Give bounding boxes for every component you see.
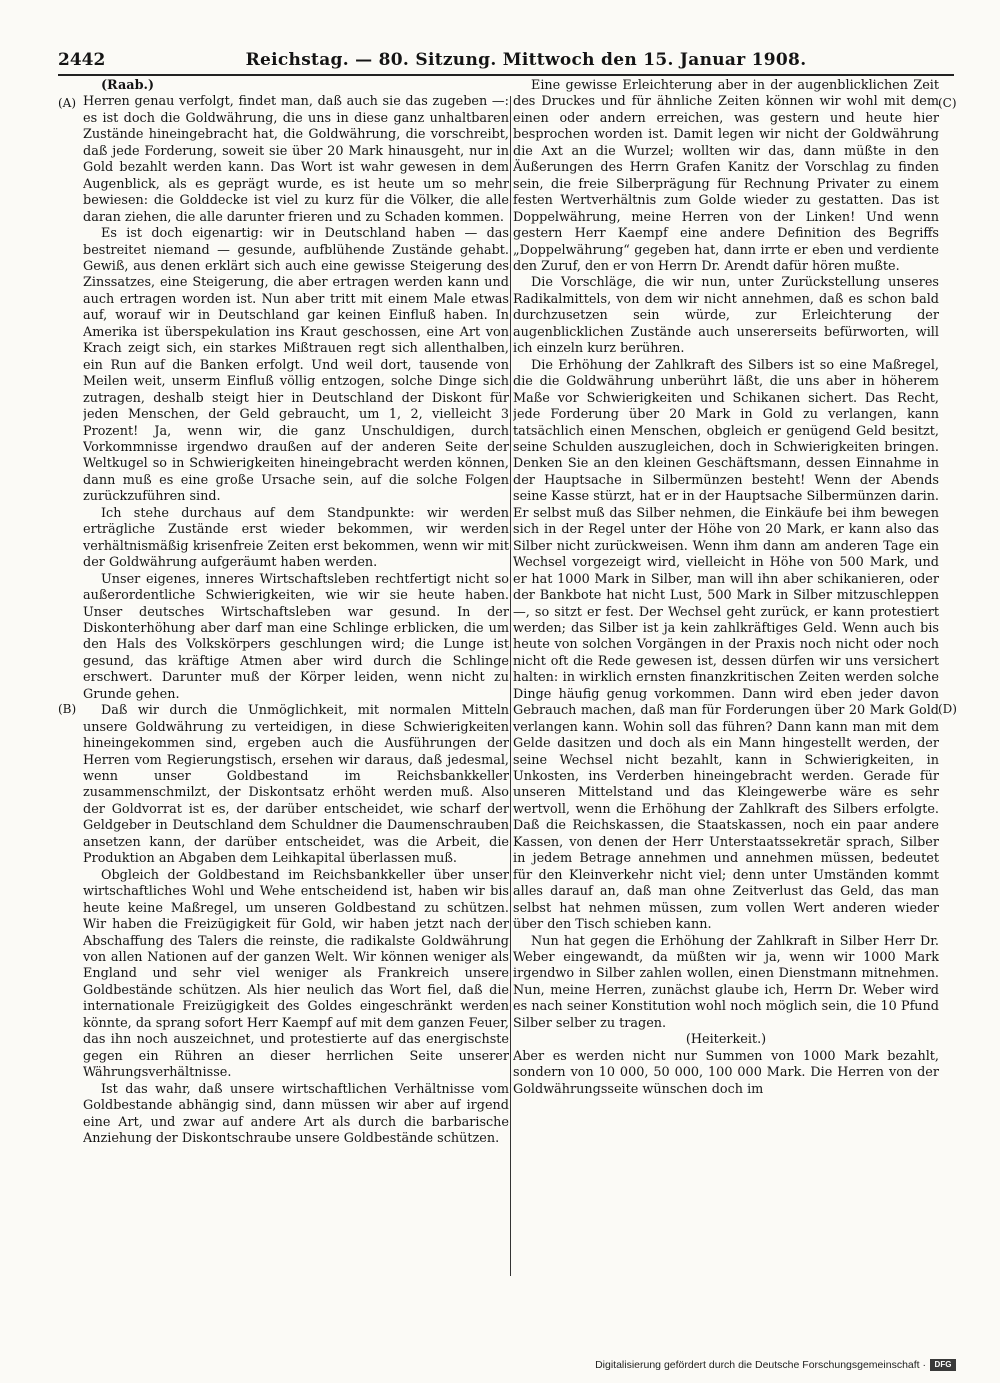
footer-credit [595, 1359, 956, 1371]
left-paragraph-1: Herren genau verfolgt, findet man, daß auch sie das zugeben —: es ist doch die Goldwährung, die uns in diese ganz unhaltbaren Zustände hineingebracht hat, die Goldwährung, die vorschreibt, daß jede Forderung, soweit sie über 20 Mark hinausgeht, nur in Gold bezahlt werden kann. Das Wort ist wahr gewesen in dem Augenblick, als es geprägt wurde, es ist heute um so mehr bewiesen: die Golddecke ist viel zu kurz für die Völker, die alle daran ziehen, die alle darunter frieren und zu Schaden kommen. [83, 94, 509, 225]
margin-mark-b: (B) [58, 702, 77, 716]
left-paragraph-7: Ist das wahr, daß unsere wirtschaftlichen Verhältnisse vom Goldbestande abhängig sind, dann müssen wir aber auf irgend eine Art, und zwar auf andere Art als durch die barbarische Anziehung der Diskontschraube unsere Goldbestände schützen. [83, 1081, 509, 1146]
column-divider [510, 96, 511, 1276]
left-paragraph-6: Obgleich der Goldbestand im Reichsbankkeller über unser wirtschaftliches Wohl und Wehe entscheidend ist, haben wir bis heute keine Maßregel, um unseren Goldbestand zu schützen. Wir haben die Freizügigkeit für Gold, wir haben jetzt nach der Abschaffung des Talers die reinste, die radikalste Goldwährung von allen Nationen auf der ganzen Welt. Wir können weniger als England und sehr viel weniger als Frankreich unsere Goldbestände schützen. Als hier neulich das Wort fiel, daß die internationale Freizügigkeit des Goldes eingeschränkt werden könnte, da sprang sofort Herr Kaempf auf mit dem ganzen Feuer, das ihn noch auszeichnet, und protestierte auf das energischste gegen ein Rühren an dieser herrlichen Seite unserer Währungsverhältnisse. [83, 867, 509, 1081]
left-paragraph-5: Daß wir durch die Unmöglichkeit, mit normalen Mitteln unsere Goldwährung zu verteidigen, in diese Schwierigkeiten hineingekommen sind, ergeben auch die Ausführungen der Herren vom Regierungstisch, ersehen wir daraus, daß jedesmal, wenn unser Goldbestand im Reichsbankkeller zusammenschmilzt, der Diskontsatz erhöht werden muß. Also der Goldvorrat ist es, der darüber entscheidet, wie scharf der Geldgeber in Deutschland dem Schuldner die Daumenschrauben ansetzen kann, der darüber entscheidet, was die Arbeit, die Produktion an Abgaben dem Leihkapital überlassen muß. [83, 703, 509, 867]
left-paragraph-2: Es ist doch eigenartig: wir in Deutschland haben — das bestreitet niemand — gesunde, aufblühende Zustände gehabt. Gewiß, aus denen erklärt sich auch eine gewisse Steigerung des Zinssatzes, eine Steigerung, die aber ertragen werden kann und auch ertragen worden ist. Nun aber tritt mit einem Male etwas auf, worauf wir in Deutschland gar keinen Einfluß haben. In Amerika ist überspekulation ins Kraut geschossen, eine Art von Krach zeigt sich, ein starkes Mißtrauen regt sich allenthalben, ein Run auf die Banken erfolgt. Und weil dort, tausende von Meilen weit, unserm Einfluß völlig entzogen, solche Dinge sich zutragen, deshalb steigt hier in Deutschland der Diskont für jeden Menschen, der Geld gebraucht, um 1, 2, vielleicht 3 Prozent! Ja, wenn wir, die ganz Unschuldigen, durch Vorkommnisse irgendwo draußen auf der anderen Seite der Weltkugel so in Schwierigkeiten hineingebracht werden können, dann muß es eine große Ursache sein, auf die solche Folgen zurückzuführen sind. [83, 226, 509, 505]
left-paragraph-3: Ich stehe durchaus auf dem Standpunkte: wir werden erträgliche Zustände erst wieder bekommen, wir werden verhältnismäßig krisenfreie Zeiten erst bekommen, wenn wir mit der Goldwährung aufgeräumt haben werden. [83, 505, 509, 571]
running-head: Reichstag. — 80. Sitzung. Mittwoch den 15. Januar 1908. [245, 50, 807, 70]
margin-mark-d: (D) [938, 702, 957, 716]
dfg-logo-icon: DFG [930, 1359, 956, 1371]
left-column [83, 78, 509, 1308]
page-number: 2442 [58, 50, 106, 70]
right-closing-paragraph: Aber es werden nicht nur Summen von 1000 Mark bezahlt, sondern von 10 000, 50 000, 100 000 Mark. Die Herren von der Goldwährungsseite wünschen doch im [513, 1048, 939, 1097]
right-paragraph-2: Die Vorschläge, die wir nun, unter Zurückstellung unseres Radikalmittels, von dem wir nicht annehmen, daß es schon bald durchzusetzen sein würde, zur Erleichterung der augenblicklichen Zustände auch unsererseits befürworten, will ich einzeln kurz berühren. [513, 275, 939, 357]
page-header [58, 46, 954, 76]
left-paragraph-4: Unser eigenes, inneres Wirtschaftsleben rechtfertigt nicht so außerordentliche Schwierigkeiten, wie wir sie heute haben. Unser deutsches Wirtschaftsleben war gesund. In der Diskonterhöhung aber darf man eine Schlinge erblicken, die um den Hals des Volkskörpers geschlungen wird; die Lunge ist gesund, das kräftige Atmen aber wird durch die Schlinge erschwert. Darunter muß der Körper leiden, wenn nicht zu Grunde gehen. [83, 571, 509, 702]
interjection: (Heiterkeit.) [685, 1032, 767, 1048]
right-paragraph-3: Die Erhöhung der Zahlkraft des Silbers ist so eine Maßregel, die die Goldwährung unberührt läßt, die uns aber in höherem Maße vor Schwierigkeiten und Schikanen sichert. Das Recht, jede Forderung über 20 Mark in Gold zu verlangen, kann tatsächlich einen Menschen, obgleich er genügend Geld besitzt, seine Schulden auszugleichen, doch in Schwierigkeiten bringen. Denken Sie an den kleinen Geschäftsmann, dessen Einnahme in der Hauptsache in Silbermünzen besteht! Wenn der Abends seine Kasse stürzt, hat er in der Hauptsache Silbermünzen darin. Er selbst muß das Silber nehmen, die Einkäufe bei ihm bewegen sich in der Regel unter der Höhe von 20 Mark, er kann also das Silber nicht zurückweisen. Wenn ihm dann am anderen Tage ein Wechsel vorgezeigt wird, vielleicht in Höhe von 500 Mark, und er hat 1000 Mark in Silber, man will ihn aber schikanieren, oder der Bankbote hat nicht Lust, 500 Mark in Silber mitzuschleppen —, so sitzt er fest. Der Wechsel geht zurück, er kann protestiert werden; das Silber ist ja kein zahlkräftiges Geld. Wenn auch bis heute von solchen Vorgängen in der Praxis noch nicht oder noch nicht oft die Rede gewesen ist, dessen dürfen wir uns versichert halten: in wirklich ernsten finanzkritischen Zeiten werden solche Dinge häufig genug vorkommen. Dann wird eben jeder davon Gebrauch machen, daß man für Forderungen über 20 Mark Gold verlangen kann. Wohin soll das führen? Dann kann man mit dem Gelde dasitzen und doch als ein Mann hingestellt werden, der seine Wechsel nicht bezahlt, kann in Schwierigkeiten, in Unkosten, ins Verderben hineingebracht werden. Gerade für unseren Mittelstand und das Kleingewerbe wäre es sehr wertvoll, wenn die Erhöhung der Zahlkraft des Silbers erfolgte. Daß die Reichskassen, die Staatskassen, noch ein paar andere Kassen, von denen der Herr Unterstaatssekretär sprach, Silber in jedem Betrage annehmen und annehmen müssen, bedeutet für den Kleinverkehr nicht viel; denn unter Umständen kommt alles darauf an, daß man ohne Zeitverlust das Geld, das man selbst hat nehmen müssen, zum vollen Wert anderen wieder über den Tisch schieben kann. [513, 357, 939, 933]
speaker-name: (Raab.) [101, 78, 155, 93]
margin-mark-c: (C) [938, 96, 957, 110]
right-column [513, 78, 939, 1308]
footer-credit-text: Digitalisierung gefördert durch die Deutsche Forschungsgemeinschaft · [595, 1359, 926, 1371]
right-paragraph-1: Eine gewisse Erleichterung aber in der augenblicklichen Zeit des Druckes und für ähnliche Zeiten können wir wohl mit dem einen oder andern erreichen, was gestern und heute hier besprochen worden ist. Damit legen wir nicht der Goldwährung die Axt an die Wurzel; wollten wir das, dann müßte in den Äußerungen des Herrn Grafen Kanitz der Vorschlag zu finden sein, die freie Silberprägung für Rechnung Privater zu einem festen Wertverhältnis zum Golde wieder zu gestatten. Das ist Doppelwährung, meine Herren von der Linken! Und wenn gestern Herr Kaempf eine andere Definition des Begriffs „Doppelwährung“ gegeben hat, dann irrte er eben und verdiente den Zuruf, den er von Herrn Dr. Arendt dafür hören mußte. [513, 78, 939, 274]
right-paragraph-4: Nun hat gegen die Erhöhung der Zahlkraft in Silber Herr Dr. Weber eingewandt, da müßten wir ja, wenn wir 1000 Mark irgendwo in Silber zahlen wollen, einen Dienstmann mitnehmen. Nun, meine Herren, zunächst glaube ich, Herrn Dr. Weber wird es nach seiner Konstitution wohl noch möglich sein, die 10 Pfund Silber selber zu tragen. [513, 933, 939, 1031]
margin-mark-a: (A) [58, 96, 77, 110]
